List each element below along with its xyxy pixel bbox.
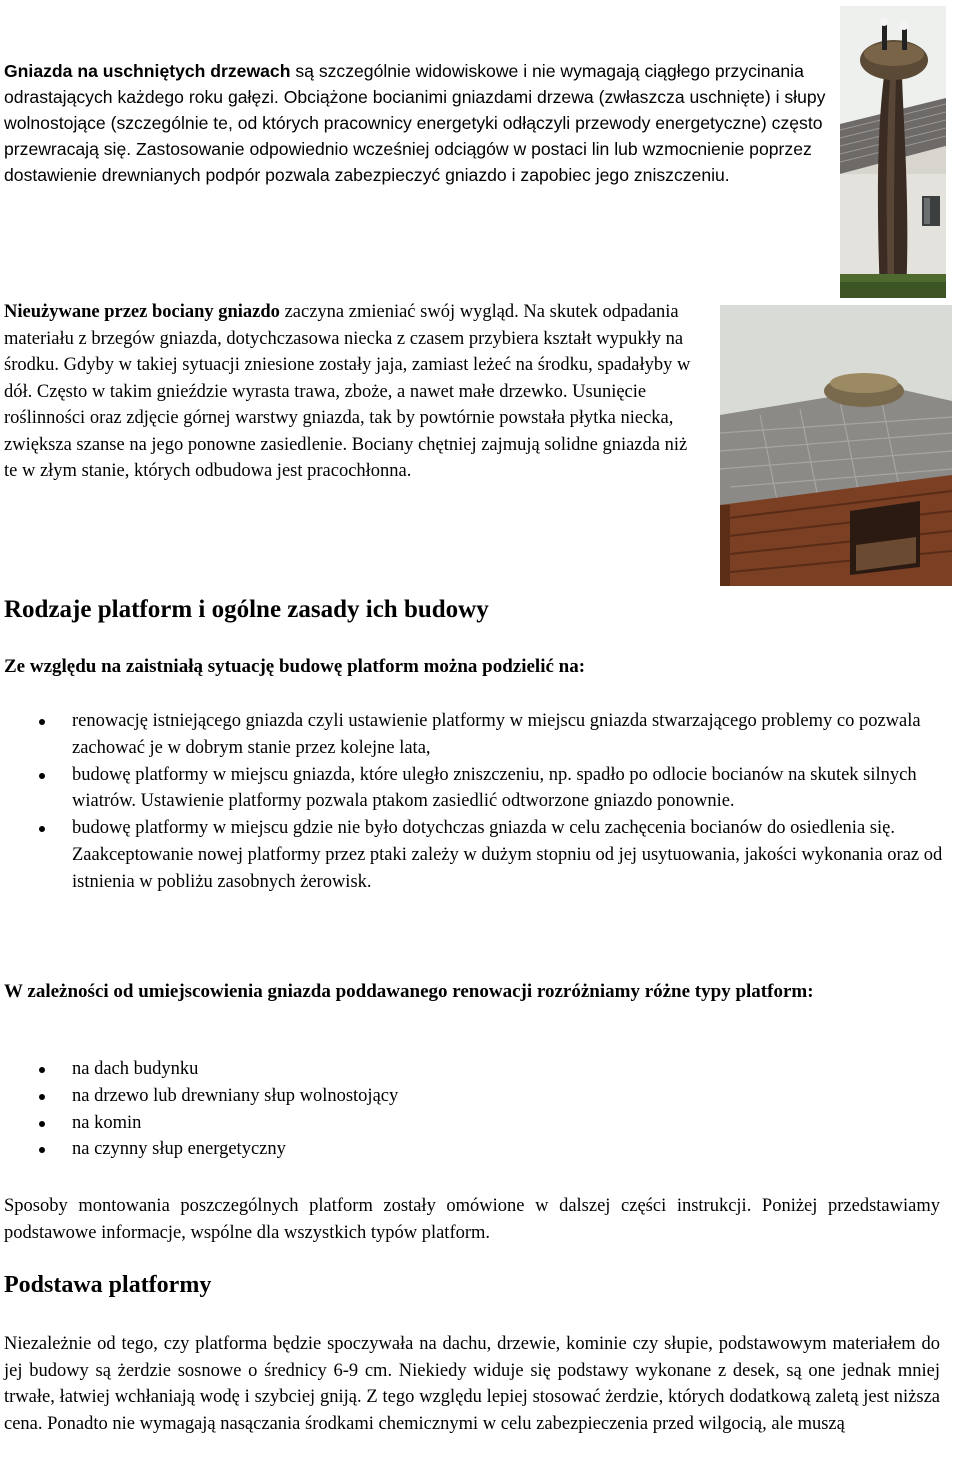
list-item: na drzewo lub drewniany słup wolnostojący — [4, 1083, 944, 1110]
paragraph-unused-nest — [4, 299, 704, 485]
platform-construction-list — [4, 708, 944, 896]
subheading-platform-division: Ze względu na zaistniałą sytuację budowę platform można podzielić na: — [4, 656, 586, 677]
bullet-icon — [39, 1094, 45, 1100]
bullet-icon — [39, 773, 45, 779]
photo-nest-on-roof — [720, 305, 952, 586]
bullet-icon — [39, 1067, 45, 1073]
paragraph-lead: Nieużywane przez bociany gniazdo — [4, 302, 280, 322]
paragraph-text: są szczególnie widowiskowe i nie wymagają ciągłego przycinania odrastających każdego roku gałęzi. Obciążone bocianimi gniazdami drzewa (zwłaszcza uschnięte) i słupy wolnostojące (szczególnie te, od których pracownicy energetyki odłączyli przewody energetyczne) często przewracają się. Zastosowanie odpowiednio wcześniej odciągów w postaci lin lub wzmocnienie poprzez dostawienie drewnianych podpór pozwala zabezpieczyć gniazdo i zapobiec jego zniszczeniu. — [4, 61, 826, 185]
paragraph-lead: Gniazda na uschniętych drzewach — [4, 61, 291, 81]
list-item: budowę platformy w miejscu gdzie nie było dotychczas gniazda w celu zachęcenia bocianów do osiedlenia się. Zaakceptowanie nowej platformy przez ptaki zależy w dużym stopniu od jej usytuowania, jakości wykonania oraz od istnienia w pobliżu zasobnych żerowisk. — [4, 815, 944, 895]
paragraph-dead-trees — [4, 58, 826, 188]
list-item: budowę platformy w miejscu gniazda, które uległo zniszczeniu, np. spadło po odlocie bocianów na skutek silnych wiatrów. Ustawienie platformy pozwala ptakom zasiedlić odtworzone gniazdo ponownie. — [4, 762, 944, 816]
list-item: na czynny słup energetyczny — [4, 1136, 944, 1163]
paragraph-mounting-methods: Sposoby montowania poszczególnych platform zostały omówione w dalszej części instrukcji. Poniżej przedstawiamy podstawowe informacje, wspólne dla wszystkich typów platform. — [4, 1196, 940, 1243]
bullet-icon — [39, 1147, 45, 1153]
list-item: renowację istniejącego gniazda czyli ustawienie platformy w miejscu gniazda stwarzającego problemy co pozwala zachować je w dobrym stanie przez kolejne lata, — [4, 708, 944, 762]
section-heading-platform-types: Rodzaje platform i ogólne zasady ich budowy — [4, 596, 489, 623]
list-item: na dach budynku — [4, 1056, 944, 1083]
bullet-icon — [39, 719, 45, 725]
list-item: na komin — [4, 1110, 944, 1137]
bullet-icon — [39, 1121, 45, 1127]
paragraph-text: zaczyna zmieniać swój wygląd. Na skutek odpadania materiału z brzegów gniazda, dotychczasowa niecka z czasem przybiera kształt wypukły na środku. Gdyby w takiej sytuacji zniesione zostały jaja, zamiast leżeć na środku, spadałyby w dół. Często w takim gnieździe wyrasta trawa, zboże, a nawet małe drzewko. Usunięcie roślinności oraz zdjęcie górnej warstwy gniazda, tak by powtórnie powstała płytka niecka, zwiększa szanse na jego ponowne zasiedlenie. Bociany chętniej zajmują solidne gniazda niż te w złym stanie, których odbudowa jest pracochłonna. — [4, 302, 691, 481]
bullet-icon — [39, 826, 45, 832]
section-heading-platform-base: Podstawa platformy — [4, 1272, 212, 1298]
photo-nest-on-tree — [840, 6, 946, 298]
platform-location-list — [4, 1056, 944, 1163]
paragraph-platform-base: Niezależnie od tego, czy platforma będzie spoczywała na dachu, drzewie, kominie czy słupie, podstawowym materiałem do jej budowy są żerdzie sosnowe o średnicy 6-9 cm. Niekiedy widuje się podstawy wykonane z desek, są one jednak mniej trwałe, łatwiej wchłaniają wodę i szybciej gniją. Z tego względu lepiej stosować żerdzie, których dodatkową zaletą jest niższa cena. Ponadto nie wymagają nasączania środkami chemicznymi w celu zabezpieczenia przed wilgocią, ale muszą — [4, 1334, 940, 1434]
subheading-platform-location-types: W zależności od umiejscowienia gniazda poddawanego renowacji rozróżniamy różne typy platform: — [4, 981, 814, 1002]
